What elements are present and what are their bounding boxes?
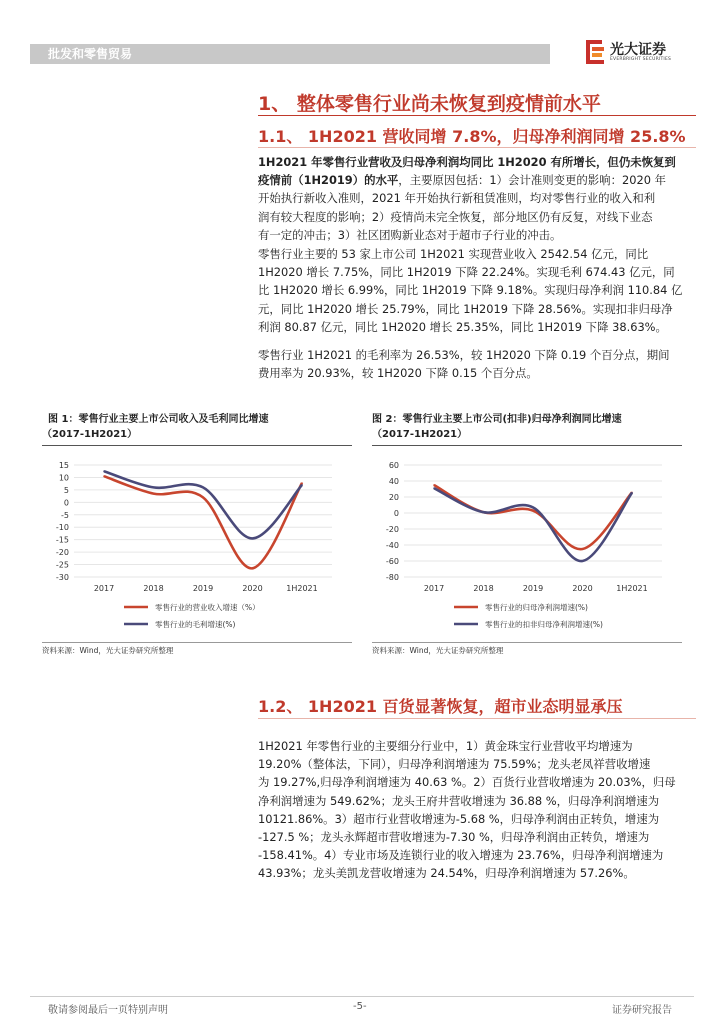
series-line bbox=[104, 471, 302, 538]
figure-2-chart bbox=[372, 450, 682, 640]
y-tick-label: -30 bbox=[55, 573, 69, 582]
x-tick-label: 2018 bbox=[473, 584, 494, 593]
paragraph-4-line: -127.5 %；龙头永辉超市营收增速为-7.30 %，归母净利润由正转负，增速为 bbox=[258, 830, 650, 845]
y-tick-label: -25 bbox=[55, 560, 69, 570]
x-tick-label: 2020 bbox=[572, 584, 593, 593]
paragraph-4-line: 19.20%（整体法，下同），归母净利润增速为 75.59%；龙头老凤祥营收增速 bbox=[258, 757, 651, 772]
figure-2-source: 资料来源：Wind，光大证券研究所整理 bbox=[372, 646, 504, 655]
paragraph-3 bbox=[258, 346, 698, 382]
header-category: 批发和零售贸易 bbox=[48, 47, 133, 61]
data-point bbox=[433, 484, 435, 486]
legend-label: 零售行业的扣非归母净利润增速(%) bbox=[485, 620, 603, 629]
paragraph-2 bbox=[258, 245, 698, 336]
series-line bbox=[434, 488, 632, 561]
figure-2-title: 图 2：零售行业主要上市公司(扣非)归母净利润同比增速 bbox=[372, 414, 622, 425]
y-tick-label: -15 bbox=[55, 535, 69, 545]
y-tick-label: -40 bbox=[385, 541, 399, 550]
section-1-title: 1、 整体零售行业尚未恢复到疫情前水平 bbox=[258, 93, 601, 115]
data-point bbox=[202, 487, 204, 489]
y-tick-label: -10 bbox=[55, 523, 69, 533]
y-tick-label: 20 bbox=[388, 493, 399, 502]
y-tick-label: 10 bbox=[58, 473, 69, 483]
paragraph-4-line: 1H2021 年零售行业的主要细分行业中，1）黄金珠宝行业营收平均增速为 bbox=[258, 739, 633, 753]
x-tick-label: 2018 bbox=[143, 584, 164, 593]
y-tick-label: -80 bbox=[385, 573, 399, 582]
x-tick-label: 2020 bbox=[242, 584, 263, 593]
data-point bbox=[252, 538, 254, 540]
logo-name: 光大证券 bbox=[610, 42, 666, 58]
y-tick-label: 0 bbox=[63, 498, 69, 508]
legend-label: 零售行业的营业收入增速（%） bbox=[155, 603, 260, 612]
y-tick-label: -5 bbox=[61, 510, 69, 520]
paragraph-4 bbox=[258, 737, 698, 883]
paragraph-4-line: 10121.86%。3）超市行业营收增速为-5.68 %，归母净利润由正转负，增速为 bbox=[258, 811, 660, 826]
paragraph-1-line: 有一定的冲击；3）社区团购新业态对于超市子行业的冲击。 bbox=[258, 227, 562, 242]
paragraph-4-line: 净利润增速为 549.62%；龙头王府井营收增速为 36.88 %，归母净利润增速为 bbox=[258, 793, 660, 808]
paragraph-1-bold: 疫情前（1H2019）的水平 bbox=[258, 173, 399, 188]
paragraph-3-line: 费用率为 20.93%，较 1H2020 下降 0.15 个百分点。 bbox=[258, 366, 538, 381]
y-tick-label: -60 bbox=[385, 557, 399, 566]
x-tick-label: 1H2021 bbox=[616, 584, 648, 593]
x-tick-label: 2017 bbox=[93, 584, 115, 593]
data-point bbox=[631, 492, 633, 494]
section-1-2-title: 1.2、 1H2021 百货显著恢复，超市业态明显承压 bbox=[258, 697, 623, 716]
data-point bbox=[202, 497, 204, 499]
x-tick-label: 2019 bbox=[522, 584, 544, 593]
figure-1-rule bbox=[42, 445, 352, 446]
paragraph-1-line bbox=[258, 171, 698, 189]
figure-1-source: 资料来源：Wind，光大证券研究所整理 bbox=[42, 646, 174, 655]
footer-rule bbox=[30, 996, 694, 997]
data-point bbox=[582, 560, 584, 562]
x-tick-label: 2019 bbox=[192, 584, 214, 593]
data-point bbox=[301, 484, 303, 486]
paragraph-1-rest: ，主要原因包括：1）会计准则变更的影响：2020 年 bbox=[398, 173, 666, 188]
data-point bbox=[103, 470, 105, 472]
figure-1-source-rule bbox=[42, 642, 352, 643]
y-tick-label: 15 bbox=[58, 461, 69, 470]
data-point bbox=[153, 487, 155, 489]
paragraph-4-line: 43.93%；龙头美凯龙营收增速为 24.54%，归母净利润增速为 57.26%。 bbox=[258, 866, 635, 881]
logo-english: EVERBRIGHT SECURITIES bbox=[610, 57, 672, 62]
figure-1-subtitle: （2017-1H2021） bbox=[42, 429, 138, 440]
paragraph-1-line: 开始执行新收入准则，2021 年开始执行新租赁准则，均对零售行业的收入和利 bbox=[258, 191, 656, 206]
x-tick-label: 2017 bbox=[423, 584, 445, 593]
paragraph-4-line: -158.41%。4）专业市场及连锁行业的收入增速为 23.76%，归母净利润增速为 bbox=[258, 848, 664, 863]
x-tick-label: 1H2021 bbox=[286, 584, 318, 593]
section-1-2-rule bbox=[258, 718, 696, 719]
data-point bbox=[153, 493, 155, 495]
paragraph-2-line: 元，同比 1H2020 增长 25.79%，同比 1H2019 下降 28.56%。实现扣非归母净 bbox=[258, 301, 673, 316]
data-point bbox=[301, 482, 303, 484]
y-tick-label: -20 bbox=[55, 548, 69, 558]
y-tick-label: -20 bbox=[385, 525, 399, 534]
paragraph-2-line: 零售行业主要的 53 家上市公司 1H2021 实现营业收入 2542.54 亿元，同比 bbox=[258, 247, 649, 261]
series-line bbox=[434, 485, 632, 549]
data-point bbox=[582, 548, 584, 550]
paragraph-3-line: 零售行业 1H2021 的毛利率为 26.53%，较 1H2020 下降 0.19 个百分点，期间 bbox=[258, 348, 670, 362]
y-tick-label: 60 bbox=[388, 461, 399, 470]
paragraph-1-line: 润有较大程度的影响；2）疫情尚未完全恢复，部分地区仍有反复，对线下业态 bbox=[258, 209, 653, 224]
paragraph-2-line: 1H2020 增长 7.75%，同比 1H2019 下降 22.24%。实现毛利 674.43 亿元，同 bbox=[258, 265, 675, 280]
paragraph-1 bbox=[258, 153, 698, 244]
figure-1-title: 图 1：零售行业主要上市公司收入及毛利同比增速 bbox=[48, 414, 269, 425]
y-tick-label: 5 bbox=[63, 485, 69, 495]
section-1-rule bbox=[258, 115, 696, 116]
data-point bbox=[532, 510, 534, 512]
section-1-1-rule bbox=[258, 147, 696, 148]
legend-label: 零售行业的毛利增速(%) bbox=[155, 620, 236, 629]
y-tick-label: 0 bbox=[393, 509, 399, 518]
paragraph-4-line: 为 19.27%,归母净利润增速为 40.63 %。2）百货行业营收增速为 20.03%，归母 bbox=[258, 775, 676, 790]
everbright-logo-icon bbox=[583, 38, 607, 66]
footer-report-type: 证券研究报告 bbox=[612, 1005, 672, 1016]
y-tick-label: 40 bbox=[388, 477, 399, 486]
figure-2-subtitle: （2017-1H2021） bbox=[372, 429, 468, 440]
page-number: -5- bbox=[353, 1001, 367, 1012]
data-point bbox=[532, 507, 534, 509]
section-1-1-title: 1.1、 1H2021 营收同增 7.8%，归母净利润同增 25.8% bbox=[258, 127, 686, 146]
brand-logo bbox=[583, 38, 693, 68]
figure-2-rule bbox=[372, 445, 682, 446]
legend-label: 零售行业的归母净利润增速(%) bbox=[485, 603, 588, 612]
paragraph-2-line: 利润 80.87 亿元，同比 1H2020 增长 25.35%，同比 1H2019 下降 38.63%。 bbox=[258, 319, 667, 334]
data-point bbox=[483, 511, 485, 513]
data-point bbox=[252, 567, 254, 569]
figure-1-chart bbox=[42, 450, 352, 640]
paragraph-1-line: 1H2021 年零售行业营收及归母净利润均同比 1H2020 有所增长，但仍未恢复到 bbox=[258, 155, 676, 169]
footer-disclaimer: 敬请参阅最后一页特别声明 bbox=[48, 1005, 168, 1016]
paragraph-2-line: 比 1H2020 增长 6.99%，同比 1H2019 下降 9.18%。实现归母净利润 110.84 亿 bbox=[258, 283, 683, 298]
data-point bbox=[103, 475, 105, 477]
figure-2-source-rule bbox=[372, 642, 682, 643]
data-point bbox=[433, 487, 435, 489]
